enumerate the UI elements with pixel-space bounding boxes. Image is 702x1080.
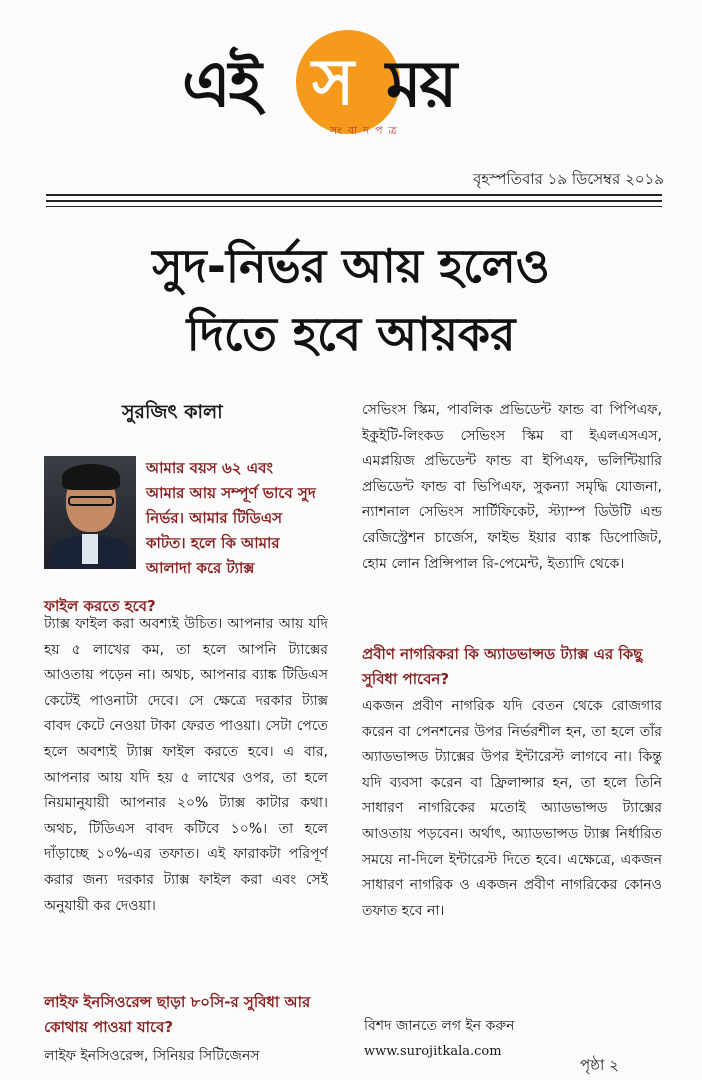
login-prompt: বিশদ জানতে লগ ইন করুন — [364, 1018, 515, 1034]
logo-text-left: এই — [182, 48, 260, 122]
answer-2-right: সেভিংস স্কিম, পাবলিক প্রভিডেন্ট ফান্ড বা পিপিএফ, ইকুইটি-লিংকড সেভিংস স্কিম বা ইএলএসএস, এমপ্লয়িজ প্রভিডেন্ট ফান্ড বা ইপিএফ, ভলিন্টিয়ারি প্রভিডেন্ট ফান্ড বা ভিপিএফ, সুকন্যা সমৃদ্ধি যোজনা, ন্যাশনাল সেভিংস সার্টিফিকেট, স্ট্যাম্প ডিউটি এন্ড রেজিস্ট্রেশন চার্জেস, ফাইভ ইয়ার ব্যাঙ্ক ডিপোজিট, হোম লোন প্রিন্সিপাল রি-পেমেন্ট, ইত্যাদি থেকে। — [362, 402, 662, 572]
question-1-continued: ফাইল করতে হবে? — [44, 597, 156, 615]
author-photo — [44, 456, 136, 569]
answer-2-left: লাইফ ইনসিওরেন্স, সিনিয়র সিটিজেনস — [44, 1048, 260, 1064]
logo-text-mid: স — [312, 46, 355, 120]
headline-line-2: দিতে হবে আয়কর — [186, 307, 516, 361]
question-2: লাইফ ইনসিওরেন্স ছাড়া ৮০সি-র সুবিধা আর কোথায় পাওয়া যাবে? — [44, 993, 311, 1036]
divider — [46, 206, 662, 207]
page-number: পৃষ্ঠা ২ — [580, 1056, 619, 1074]
logo-text-right: ময় — [386, 48, 456, 122]
website-link[interactable]: www.surojitkala.com — [364, 1044, 502, 1059]
answer-3: একজন প্রবীণ নাগরিক যদি বেতন থেকে রোজগার করেন বা পেনশনের উপর নির্ভরশীল হন, তা হলে তাঁর অ্যাডভান্সড ট্যাক্সের উপর ইন্টারেস্ট লাগবে না। কিন্তু যদি ব্যবসা করেন বা ফ্রিলান্সার হন, তা হলে তিনি সাধারণ নাগরিকের মতোই অ্যাডভান্সড ট্যাক্সের আওতায় পড়বেন। অর্থাৎ, অ্যাডভান্সড ট্যাক্স নির্ধারিত সময়ে না-দিলে ইন্টারেস্ট দিতে হবে। এক্ষেত্রে, একজন সাধারণ নাগরিক ও একজন প্রবীণ নাগরিকের কোনও তফাত হবে না। — [362, 698, 662, 919]
question-1: আমার বয়স ৬২ এবং আমার আয় সম্পূর্ণ ভাবে সুদ নির্ভর। আমার টিডিএস কাটত। হলে কি আমার আলাদা করে ট্যাক্স — [146, 459, 316, 577]
divider — [46, 194, 662, 196]
issue-date: বৃহস্পতিবার ১৯ ডিসেম্বর ২০১৯ — [472, 170, 664, 188]
headline-line-1: সুদ-নির্ভর আয় হলেও — [152, 239, 550, 293]
logo-tagline: সংবাদপত্র — [330, 124, 403, 137]
divider — [46, 200, 662, 202]
answer-1: ট্যাক্স ফাইল করা অবশ্যই উচিত। আপনার আয় যদি হয় ৫ লাখের কম, তা হলে আপনি ট্যাক্সের আওতায় পড়েন না। অথচ, আপনার ব্যাঙ্ক টিডিএস কেটেই পাওনাটা দেবে। সে ক্ষেত্রে দরকার ট্যাক্স বাবদ কেটে নেওয়া টাকা ফেরত পাওয়া। সেটা পেতে হলে অবশ্যই ট্যাক্স ফাইল করতে হবে। এ বার, আপনার আয় যদি হয় ৫ লাখের ওপর, তা হলে নিয়মানুযায়ী আপনার ২০% ট্যাক্স কাটার কথা। অথচ, টিডিএস বাবদ কটিবে ১০%। তা হলে দাঁড়াচ্ছে ১০%-এর তফাত। এই ফারাকটা পরিপূর্ণ করার জন্য দরকার ট্যাক্স ফাইল করা এবং সেই অনুযায়ী কর দেওয়া। — [44, 616, 328, 914]
author-byline: সুরজিৎ কালা — [122, 401, 223, 423]
question-3: প্রবীণ নাগরিকরা কি অ্যাডভান্সড ট্যাক্স এর কিছু সুবিধা পাবেন? — [362, 645, 643, 688]
